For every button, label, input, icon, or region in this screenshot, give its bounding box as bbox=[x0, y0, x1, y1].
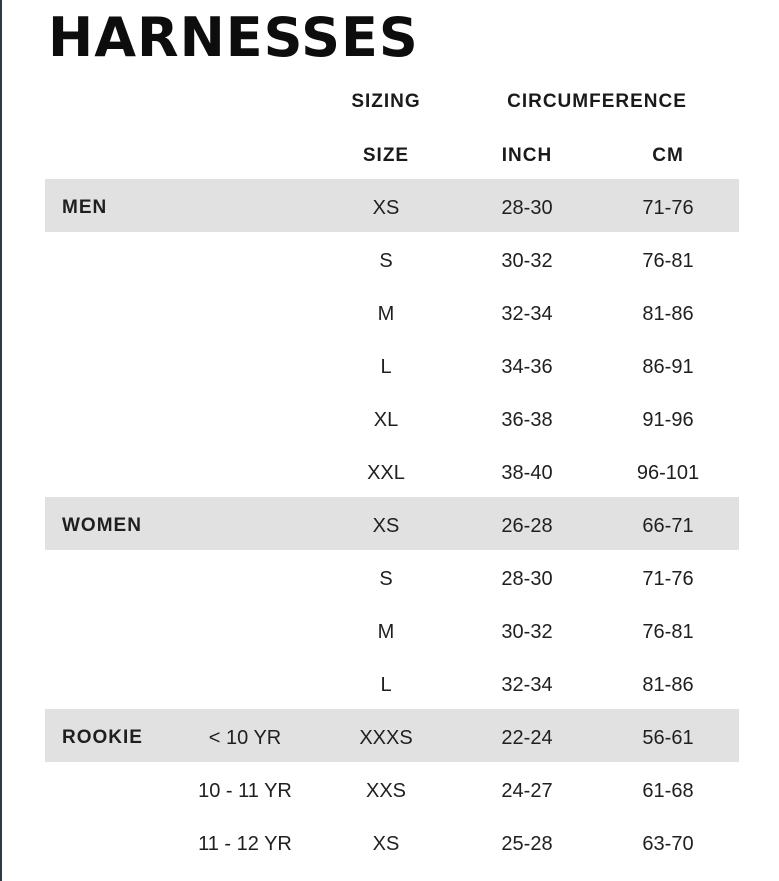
left-edge-strip bbox=[0, 0, 2, 881]
age-range bbox=[185, 444, 305, 497]
header-inch: INCH bbox=[501, 145, 553, 166]
table-row bbox=[45, 338, 739, 391]
inch-cell: 34-36 bbox=[501, 356, 553, 378]
age-range: 11 - 12 YR bbox=[198, 833, 292, 855]
size-cell: XXS bbox=[365, 780, 407, 802]
size-cell: XS bbox=[372, 197, 400, 219]
age-range bbox=[185, 603, 305, 656]
age-range: < 10 YR bbox=[208, 727, 282, 749]
age-range bbox=[185, 179, 305, 232]
size-cell: XS bbox=[372, 833, 400, 855]
cm-cell: 86-91 bbox=[642, 356, 694, 378]
size-cell: S bbox=[379, 250, 393, 272]
group-label: ROOKIE bbox=[62, 727, 143, 748]
table-row bbox=[45, 656, 739, 709]
table-row bbox=[45, 709, 739, 762]
cm-cell: 63-70 bbox=[642, 833, 694, 855]
size-cell: XS bbox=[372, 515, 400, 537]
size-cell: L bbox=[380, 356, 392, 378]
cm-cell: 71-76 bbox=[642, 197, 694, 219]
cm-cell: 91-96 bbox=[642, 409, 694, 431]
header-cm: CM bbox=[652, 145, 684, 166]
table-row bbox=[45, 497, 739, 550]
size-cell: S bbox=[379, 568, 393, 590]
inch-cell: 32-34 bbox=[501, 674, 553, 696]
header-circumference: CIRCUMFERENCE bbox=[507, 91, 687, 112]
header-sizing: SIZING bbox=[351, 91, 421, 112]
table-row bbox=[45, 550, 739, 603]
inch-cell: 28-30 bbox=[501, 197, 553, 219]
size-chart-table bbox=[45, 179, 739, 868]
table-row bbox=[45, 285, 739, 338]
age-range bbox=[185, 656, 305, 709]
size-cell: M bbox=[377, 621, 395, 643]
size-cell: XL bbox=[373, 409, 399, 431]
cm-cell: 76-81 bbox=[642, 250, 694, 272]
inch-cell: 26-28 bbox=[501, 515, 553, 537]
cm-cell: 81-86 bbox=[642, 674, 694, 696]
table-row bbox=[45, 444, 739, 497]
age-range: 10 - 11 YR bbox=[198, 780, 292, 802]
group-label: MEN bbox=[62, 197, 108, 218]
age-range bbox=[185, 550, 305, 603]
inch-cell: 30-32 bbox=[501, 250, 553, 272]
group-label: WOMEN bbox=[62, 515, 142, 536]
age-range bbox=[185, 338, 305, 391]
size-cell: M bbox=[377, 303, 395, 325]
inch-cell: 28-30 bbox=[501, 568, 553, 590]
page-title: HARNESSES bbox=[48, 6, 419, 69]
cm-cell: 61-68 bbox=[642, 780, 694, 802]
inch-cell: 36-38 bbox=[501, 409, 553, 431]
age-range bbox=[185, 497, 305, 550]
size-cell: L bbox=[380, 674, 392, 696]
table-row bbox=[45, 232, 739, 285]
inch-cell: 24-27 bbox=[501, 780, 553, 802]
size-cell: XXXS bbox=[359, 727, 413, 749]
table-row bbox=[45, 603, 739, 656]
table-row bbox=[45, 762, 739, 815]
cm-cell: 56-61 bbox=[642, 727, 694, 749]
cm-cell: 96-101 bbox=[636, 462, 700, 484]
cm-cell: 81-86 bbox=[642, 303, 694, 325]
table-row bbox=[45, 815, 739, 868]
table-row bbox=[45, 391, 739, 444]
inch-cell: 38-40 bbox=[501, 462, 553, 484]
header-size: SIZE bbox=[362, 145, 410, 166]
inch-cell: 30-32 bbox=[501, 621, 553, 643]
age-range bbox=[185, 285, 305, 338]
size-cell: XXL bbox=[367, 462, 405, 484]
table-row bbox=[45, 179, 739, 232]
inch-cell: 22-24 bbox=[501, 727, 553, 749]
inch-cell: 32-34 bbox=[501, 303, 553, 325]
cm-cell: 71-76 bbox=[642, 568, 694, 590]
age-range bbox=[185, 391, 305, 444]
cm-cell: 66-71 bbox=[642, 515, 694, 537]
cm-cell: 76-81 bbox=[642, 621, 694, 643]
age-range bbox=[185, 232, 305, 285]
inch-cell: 25-28 bbox=[501, 833, 553, 855]
